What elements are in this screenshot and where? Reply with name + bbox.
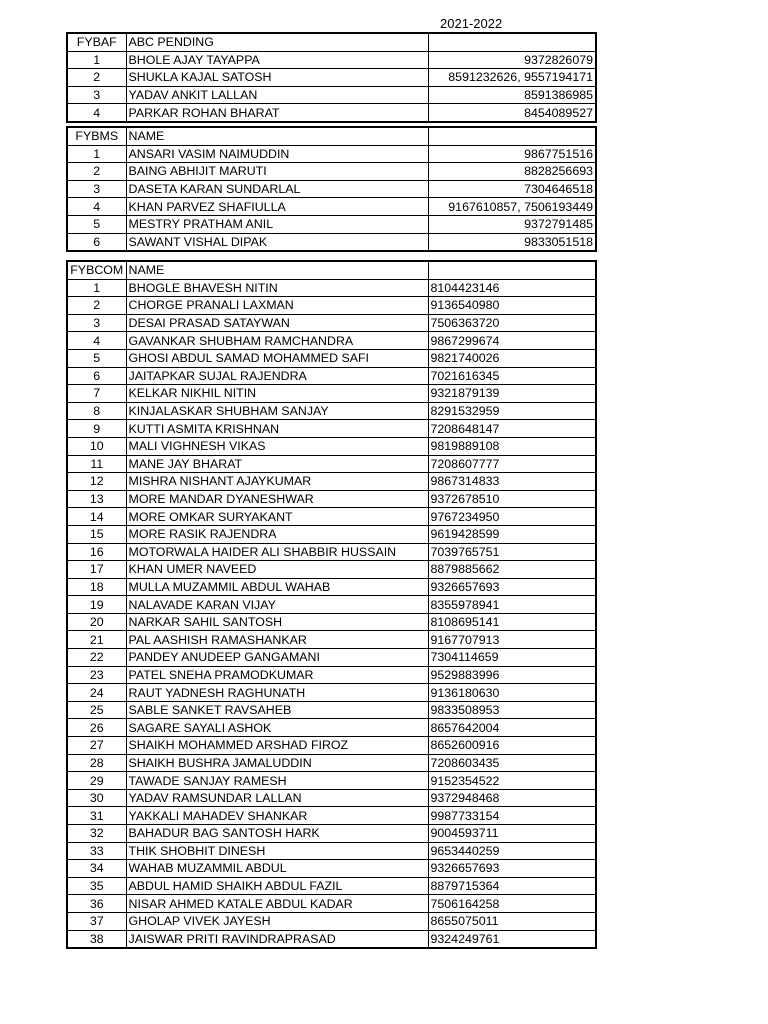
student-name: KHAN UMER NAVEED (126, 561, 428, 579)
serial-number: 4 (67, 104, 126, 122)
phone-number: 9372678510 (428, 490, 596, 508)
student-name: GHOSI ABDUL SAMAD MOHAMMED SAFI (126, 349, 428, 367)
serial-number: 5 (67, 215, 126, 233)
student-name: JAISWAR PRITI RAVINDRAPRASAD (126, 930, 428, 948)
table-row (67, 596, 596, 614)
student-name: PAL AASHISH RAMASHANKAR (126, 631, 428, 649)
student-name: NISAR AHMED KATALE ABDUL KADAR (126, 895, 428, 913)
phone-number: 8355978941 (428, 596, 596, 614)
table-row (67, 860, 596, 878)
serial-number: 17 (67, 561, 126, 579)
serial-number: 1 (67, 51, 126, 69)
serial-number: 3 (67, 86, 126, 104)
student-name: YAKKALI MAHADEV SHANKAR (126, 807, 428, 825)
serial-number: 36 (67, 895, 126, 913)
phone-number: 8879885662 (428, 561, 596, 579)
student-name: TAWADE SANJAY RAMESH (126, 772, 428, 790)
phone-number: 7208603435 (428, 754, 596, 772)
table-row (67, 163, 596, 181)
student-name: KELKAR NIKHIL NITIN (126, 385, 428, 403)
table-row (67, 772, 596, 790)
table-row (67, 631, 596, 649)
phone-number: 9167707913 (428, 631, 596, 649)
serial-number: 28 (67, 754, 126, 772)
phone-number: 8104423146 (428, 279, 596, 297)
phone-number: 9152354522 (428, 772, 596, 790)
table-row (67, 842, 596, 860)
student-name: YADAV ANKIT LALLAN (126, 86, 428, 104)
student-name: MORE MANDAR DYANESHWAR (126, 490, 428, 508)
serial-number: 9 (67, 420, 126, 438)
table-row (67, 490, 596, 508)
table-row (67, 684, 596, 702)
fybms-header-row (67, 127, 596, 145)
student-name: KINJALASKAR SHUBHAM SANJAY (126, 402, 428, 420)
table-row (67, 180, 596, 198)
phone-number: 9767234950 (428, 508, 596, 526)
student-name: PARKAR ROHAN BHARAT (126, 104, 428, 122)
table-row (67, 233, 596, 251)
section-code: FYBMS (67, 127, 126, 145)
student-name: JAITAPKAR SUJAL RAJENDRA (126, 367, 428, 385)
phone-number: 9833051518 (428, 233, 596, 251)
phone-number: 9987733154 (428, 807, 596, 825)
table-row (67, 508, 596, 526)
student-name: NARKAR SAHIL SANTOSH (126, 613, 428, 631)
column-header: NAME (126, 127, 428, 145)
serial-number: 26 (67, 719, 126, 737)
table-row (67, 332, 596, 350)
serial-number: 27 (67, 737, 126, 755)
table-row (67, 666, 596, 684)
phone-number: 9326657693 (428, 860, 596, 878)
fybcom-table-body (67, 261, 596, 948)
phone-number: 8828256693 (428, 163, 596, 181)
table-row (67, 367, 596, 385)
phone-number: 8879715364 (428, 877, 596, 895)
student-name: PATEL SNEHA PRAMODKUMAR (126, 666, 428, 684)
serial-number: 4 (67, 198, 126, 216)
student-name: YADAV RAMSUNDAR LALLAN (126, 789, 428, 807)
serial-number: 14 (67, 508, 126, 526)
serial-number: 13 (67, 490, 126, 508)
table-row (67, 215, 596, 233)
phone-number: 7021616345 (428, 367, 596, 385)
phone-number: 9372826079 (428, 51, 596, 69)
fybaf-table-body (67, 33, 596, 122)
phone-number: 9004593711 (428, 825, 596, 843)
serial-number: 20 (67, 613, 126, 631)
phone-number: 9167610857, 7506193449 (428, 198, 596, 216)
phone-number: 8652600916 (428, 737, 596, 755)
table-row (67, 807, 596, 825)
phone-number: 9819889108 (428, 437, 596, 455)
student-name: MESTRY PRATHAM ANIL (126, 215, 428, 233)
serial-number: 2 (67, 163, 126, 181)
table-row (67, 104, 596, 122)
table-row (67, 279, 596, 297)
table-row (67, 198, 596, 216)
serial-number: 1 (67, 145, 126, 163)
student-name: MORE OMKAR SURYAKANT (126, 508, 428, 526)
student-name: MORE RASIK RAJENDRA (126, 525, 428, 543)
fybms-table-body (67, 127, 596, 251)
student-name: SAGARE SAYALI ASHOK (126, 719, 428, 737)
phone-number: 9321879139 (428, 385, 596, 403)
table-row (67, 789, 596, 807)
student-name: ANSARI VASIM NAIMUDDIN (126, 145, 428, 163)
student-name: BAING ABHIJIT MARUTI (126, 163, 428, 181)
serial-number: 10 (67, 437, 126, 455)
table-row (67, 86, 596, 104)
serial-number: 32 (67, 825, 126, 843)
serial-number: 6 (67, 367, 126, 385)
column-header-blank (428, 261, 596, 279)
phone-number: 9326657693 (428, 578, 596, 596)
serial-number: 38 (67, 930, 126, 948)
serial-number: 8 (67, 402, 126, 420)
table-row (67, 525, 596, 543)
phone-number: 7039765751 (428, 543, 596, 561)
table-row (67, 737, 596, 755)
phone-number: 9529883996 (428, 666, 596, 684)
table-row (67, 930, 596, 948)
phone-number: 7208607777 (428, 455, 596, 473)
student-name: SAWANT VISHAL DIPAK (126, 233, 428, 251)
phone-number: 7506363720 (428, 314, 596, 332)
fybaf-header-row (67, 33, 596, 51)
student-name: RAUT YADNESH RAGHUNATH (126, 684, 428, 702)
phone-number: 9833508953 (428, 701, 596, 719)
table-row (67, 385, 596, 403)
table-row (67, 613, 596, 631)
phone-number: 7304646518 (428, 180, 596, 198)
phone-number: 9372791485 (428, 215, 596, 233)
serial-number: 31 (67, 807, 126, 825)
student-name: MALI VIGHNESH VIKAS (126, 437, 428, 455)
column-header: NAME (126, 261, 428, 279)
serial-number: 7 (67, 385, 126, 403)
phone-number: 7208648147 (428, 420, 596, 438)
serial-number: 24 (67, 684, 126, 702)
student-name: BAHADUR BAG SANTOSH HARK (126, 825, 428, 843)
serial-number: 22 (67, 649, 126, 667)
serial-number: 5 (67, 349, 126, 367)
section-code: FYBAF (67, 33, 126, 51)
phone-number: 7304114659 (428, 649, 596, 667)
column-header: ABC PENDING (126, 33, 428, 51)
phone-number: 9324249761 (428, 930, 596, 948)
student-name: NALAVADE KARAN VIJAY (126, 596, 428, 614)
table-row (67, 69, 596, 87)
student-name: MULLA MUZAMMIL ABDUL WAHAB (126, 578, 428, 596)
phone-number: 9372948468 (428, 789, 596, 807)
fybcom-header-row (67, 261, 596, 279)
section-code: FYBCOM (67, 261, 126, 279)
table-row (67, 473, 596, 491)
phone-number: 8655075011 (428, 912, 596, 930)
table-row (67, 877, 596, 895)
serial-number: 16 (67, 543, 126, 561)
serial-number: 2 (67, 69, 126, 87)
table-row (67, 912, 596, 930)
table-row (67, 437, 596, 455)
table-row (67, 543, 596, 561)
phone-number: 9619428599 (428, 525, 596, 543)
student-name: BHOGLE BHAVESH NITIN (126, 279, 428, 297)
serial-number: 33 (67, 842, 126, 860)
serial-number: 2 (67, 297, 126, 315)
serial-number: 25 (67, 701, 126, 719)
column-header-blank (428, 33, 596, 51)
student-name: PANDEY ANUDEEP GANGAMANI (126, 649, 428, 667)
phone-number: 7506164258 (428, 895, 596, 913)
table-row (67, 349, 596, 367)
table-row (67, 754, 596, 772)
column-header-blank (428, 127, 596, 145)
fybcom-table (66, 260, 597, 949)
student-name: MOTORWALA HAIDER ALI SHABBIR HUSSAIN (126, 543, 428, 561)
student-name: SHUKLA KAJAL SATOSH (126, 69, 428, 87)
phone-number: 8108695141 (428, 613, 596, 631)
serial-number: 6 (67, 233, 126, 251)
student-name: KUTTI ASMITA KRISHNAN (126, 420, 428, 438)
serial-number: 18 (67, 578, 126, 596)
serial-number: 30 (67, 789, 126, 807)
table-row (67, 578, 596, 596)
student-name: SABLE SANKET RAVSAHEB (126, 701, 428, 719)
table-row (67, 701, 596, 719)
table-row (67, 297, 596, 315)
table-row (67, 402, 596, 420)
phone-number: 8591386985 (428, 86, 596, 104)
student-name: MANE JAY BHARAT (126, 455, 428, 473)
student-name: DASETA KARAN SUNDARLAL (126, 180, 428, 198)
serial-number: 21 (67, 631, 126, 649)
fybms-table (66, 126, 597, 252)
academic-year: 2021-2022 (440, 16, 503, 31)
phone-number: 9653440259 (428, 842, 596, 860)
table-row (67, 455, 596, 473)
table-row (67, 649, 596, 667)
student-name: BHOLE AJAY TAYAPPA (126, 51, 428, 69)
student-name: KHAN PARVEZ SHAFIULLA (126, 198, 428, 216)
serial-number: 11 (67, 455, 126, 473)
phone-number: 9867751516 (428, 145, 596, 163)
table-row (67, 51, 596, 69)
student-name: MISHRA NISHANT AJAYKUMAR (126, 473, 428, 491)
phone-number: 9821740026 (428, 349, 596, 367)
serial-number: 15 (67, 525, 126, 543)
table-row (67, 314, 596, 332)
serial-number: 34 (67, 860, 126, 878)
serial-number: 37 (67, 912, 126, 930)
student-name: SHAIKH BUSHRA JAMALUDDIN (126, 754, 428, 772)
phone-number: 9136180630 (428, 684, 596, 702)
serial-number: 29 (67, 772, 126, 790)
phone-number: 8291532959 (428, 402, 596, 420)
table-row (67, 561, 596, 579)
table-row (67, 825, 596, 843)
student-name: THIK SHOBHIT DINESH (126, 842, 428, 860)
serial-number: 12 (67, 473, 126, 491)
student-name: ABDUL HAMID SHAIKH ABDUL FAZIL (126, 877, 428, 895)
serial-number: 3 (67, 180, 126, 198)
serial-number: 3 (67, 314, 126, 332)
serial-number: 1 (67, 279, 126, 297)
phone-number: 9867299674 (428, 332, 596, 350)
phone-number: 9136540980 (428, 297, 596, 315)
phone-number: 8591232626, 9557194171 (428, 69, 596, 87)
student-name: WAHAB MUZAMMIL ABDUL (126, 860, 428, 878)
phone-number: 8454089527 (428, 104, 596, 122)
serial-number: 19 (67, 596, 126, 614)
student-name: CHORGE PRANALI LAXMAN (126, 297, 428, 315)
table-row (67, 719, 596, 737)
student-name: DESAI PRASAD SATAYWAN (126, 314, 428, 332)
table-row (67, 895, 596, 913)
serial-number: 4 (67, 332, 126, 350)
serial-number: 35 (67, 877, 126, 895)
student-name: SHAIKH MOHAMMED ARSHAD FIROZ (126, 737, 428, 755)
serial-number: 23 (67, 666, 126, 684)
table-row (67, 145, 596, 163)
table-row (67, 420, 596, 438)
student-name: GAVANKAR SHUBHAM RAMCHANDRA (126, 332, 428, 350)
phone-number: 8657642004 (428, 719, 596, 737)
phone-number: 9867314833 (428, 473, 596, 491)
fybaf-table (66, 32, 597, 123)
student-name: GHOLAP VIVEK JAYESH (126, 912, 428, 930)
